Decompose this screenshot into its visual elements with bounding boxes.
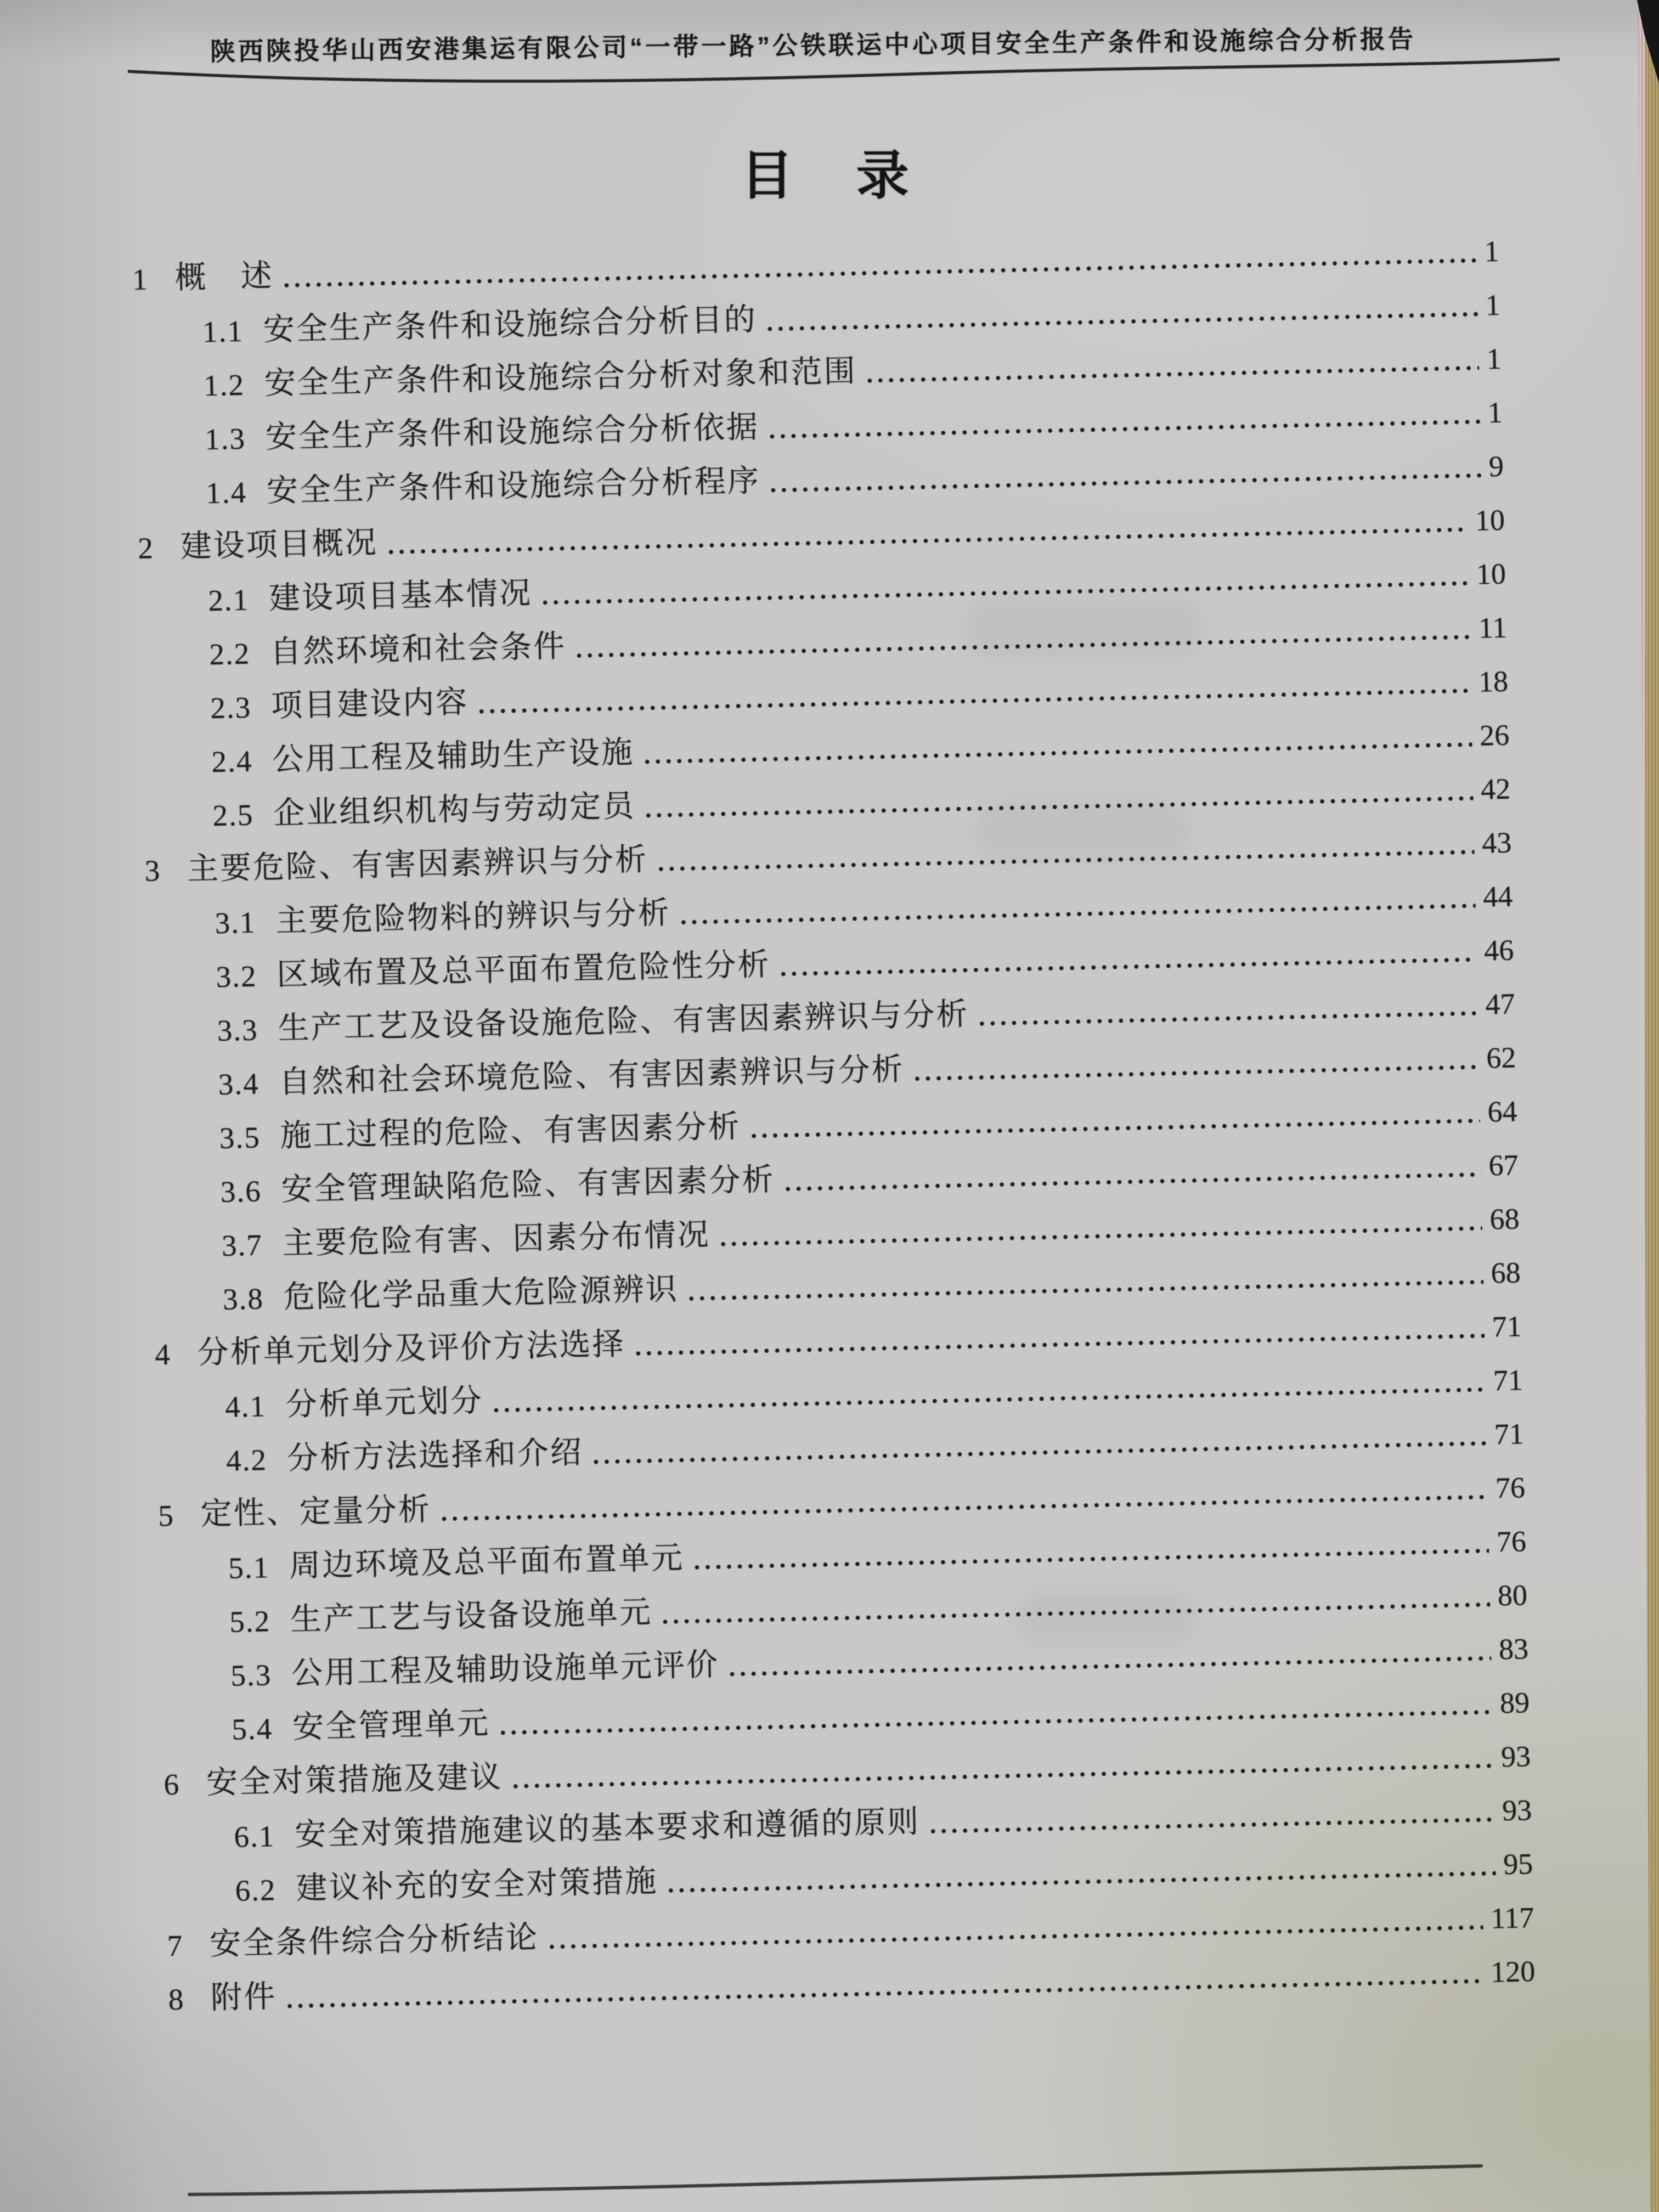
toc-entry-number: 1.1	[202, 314, 244, 349]
toc-page-number: 76	[1495, 1471, 1526, 1505]
toc-entry-number: 1.3	[204, 421, 246, 456]
toc-entry-title: 安全生产条件和设施综合分析依据	[265, 410, 760, 455]
toc-page-number: 11	[1478, 611, 1508, 645]
toc-page-number: 64	[1487, 1094, 1518, 1128]
toc-entry-number: 4.1	[224, 1389, 267, 1424]
toc-entry-number: 6.1	[233, 1819, 276, 1854]
toc-entry-title: 安全对策措施及建议	[206, 1759, 503, 1801]
toc-entry-title: 危险化学品重大危险源辨识	[283, 1272, 679, 1315]
toc-entry-number: 3.4	[218, 1066, 260, 1102]
toc-entry-number: 1	[132, 262, 149, 296]
toc-leader-dots	[867, 365, 1479, 383]
toc-entry-title: 安全管理缺陷危险、有害因素分析	[281, 1162, 776, 1207]
page-title: 目 录	[741, 146, 933, 205]
toc-entry-title: 项目建设内容	[270, 685, 469, 724]
toc-entry-title: 主要危险物料的辨识与分析	[275, 895, 671, 939]
toc-entry-number: 6	[163, 1767, 180, 1802]
bleed-through-smudge	[966, 598, 1201, 658]
toc-page-number: 76	[1496, 1525, 1527, 1559]
toc-entry-number: 5.4	[231, 1712, 273, 1746]
toc-leader-dots	[681, 903, 1476, 925]
toc-entry-title: 安全管理单元	[292, 1706, 490, 1745]
toc-page-number: 120	[1490, 1955, 1536, 1989]
toc-page-number: 83	[1498, 1632, 1529, 1666]
toc-entry-number: 1.2	[203, 368, 245, 403]
toc-entry-number: 4.2	[225, 1443, 268, 1477]
toc-entry-title: 施工过程的危险、有害因素分析	[279, 1109, 742, 1154]
toc-leader-dots	[930, 1817, 1494, 1835]
toc-page-number: 117	[1490, 1901, 1534, 1935]
toc-entry-title: 企业组织机构与劳动定员	[273, 789, 636, 831]
toc-entry-title: 安全条件综合分析结论	[209, 1920, 539, 1962]
toc-list	[132, 221, 1536, 2023]
running-header: 陕西陕投华山西安港集运有限公司“一带一路”公铁联运中心项目安全生产条件和设施综合分析报告	[210, 24, 1417, 66]
page-bottom-edge-line	[165, 2149, 1514, 2210]
toc-entry-title: 安全对策措施建议的基本要求和遵循的原则	[294, 1804, 921, 1853]
toc-page-number: 44	[1482, 879, 1513, 913]
toc-entry-title: 周边环境及总平面布置单元	[289, 1541, 685, 1584]
toc-entry-number: 3.8	[222, 1282, 264, 1316]
toc-page-number: 9	[1488, 449, 1504, 483]
toc-leader-dots	[769, 419, 1480, 439]
toc-entry-number: 3.7	[221, 1228, 263, 1262]
toc-page-number: 89	[1499, 1686, 1530, 1720]
toc-page-number: 80	[1497, 1578, 1528, 1612]
toc-entry-title: 分析单元划分及评价方法选择	[196, 1327, 626, 1370]
toc-entry-title: 定性、定量分析	[200, 1492, 432, 1532]
toc-entry-number: 3.5	[219, 1120, 261, 1155]
toc-leader-dots	[720, 1226, 1482, 1247]
toc-entry-title: 建设项目概况	[180, 525, 379, 565]
toc-page-number: 47	[1485, 987, 1515, 1021]
toc-entry-title: 建设项目基本情况	[268, 575, 533, 616]
toc-entry-title: 生产工艺及设备设施危险、有害因素辨识与分析	[277, 997, 969, 1046]
toc-leader-dots	[751, 1118, 1480, 1139]
bleed-through-smudge	[1015, 1591, 1196, 1646]
bleed-through-smudge	[977, 801, 1190, 861]
toc-entry-title: 区域布置及总平面布置危险性分析	[276, 947, 771, 992]
toc-entry-number: 5.1	[228, 1550, 270, 1585]
toc-page-number: 68	[1489, 1202, 1520, 1236]
toc-entry-number: 5.3	[230, 1658, 272, 1692]
toc-entry-title: 安全生产条件和设施综合分析程序	[266, 464, 761, 509]
toc-leader-dots	[694, 1548, 1489, 1570]
toc-page-number: 10	[1476, 557, 1506, 591]
toc-entry-title: 主要危险有害、因素分布情况	[282, 1217, 711, 1261]
toc-entry-title: 公用工程及辅助设施单元评价	[291, 1647, 720, 1691]
toc-leader-dots	[785, 1172, 1481, 1192]
toc-leader-dots	[689, 1279, 1483, 1301]
toc-entry-number: 2.2	[208, 636, 251, 672]
toc-page-number: 71	[1494, 1417, 1525, 1451]
toc-entry-number: 6.2	[235, 1873, 277, 1908]
toc-entry-title: 自然和社会环境危险、有害因素辨识与分析	[278, 1052, 905, 1100]
toc-page-number: 71	[1493, 1363, 1523, 1397]
toc-entry-title: 分析单元划分	[285, 1384, 484, 1423]
toc-page-number: 71	[1492, 1310, 1522, 1344]
toc-page-number: 62	[1486, 1041, 1517, 1075]
toc-page-number: 67	[1488, 1148, 1519, 1182]
toc-entry-title: 自然环境和社会条件	[269, 629, 567, 670]
toc-entry-title: 分析方法选择和介绍	[286, 1435, 584, 1476]
toc-entry-title: 概 述	[174, 258, 274, 296]
toc-page-number: 46	[1483, 933, 1514, 967]
toc-leader-dots	[781, 957, 1477, 977]
toc-entry-number: 2.4	[211, 744, 253, 779]
toc-entry-number: 4	[154, 1337, 172, 1372]
toc-page-number: 26	[1479, 718, 1510, 752]
toc-leader-dots	[729, 1656, 1491, 1677]
toc-page-number: 93	[1502, 1793, 1532, 1827]
toc-entry-title: 安全生产条件和设施综合分析目的	[263, 302, 758, 348]
toc-page-number: 1	[1487, 396, 1503, 430]
toc-entry-number: 2.3	[210, 690, 252, 725]
toc-page-number: 18	[1478, 664, 1509, 698]
toc-entry-title: 生产工艺与设备设施单元	[290, 1595, 653, 1638]
toc-entry-title: 主要危险、有害因素辨识与分析	[187, 842, 648, 887]
toc-entry-number: 3.6	[220, 1174, 262, 1209]
toc-leader-dots	[668, 1871, 1496, 1894]
toc-leader-dots	[767, 312, 1478, 332]
toc-entry-number: 3.2	[216, 959, 258, 994]
toc-page-number: 10	[1475, 503, 1505, 537]
toc-entry-number: 7	[167, 1928, 184, 1963]
toc-entry-title: 公用工程及辅助生产设施	[272, 735, 635, 777]
toc-entry-number: 8	[168, 1982, 185, 2017]
toc-entry-number: 2.5	[212, 798, 255, 833]
toc-page-number: 42	[1480, 772, 1511, 806]
toc-page-number: 95	[1503, 1847, 1533, 1881]
toc-page-number: 1	[1483, 234, 1500, 268]
toc-page-number: 43	[1481, 826, 1512, 860]
toc-entry-number: 3.3	[217, 1013, 259, 1048]
toc-page-number: 1	[1486, 342, 1502, 376]
toc-leader-dots	[979, 1011, 1478, 1026]
toc-entry-number: 3	[144, 854, 161, 888]
toc-entry-number: 1.4	[205, 475, 247, 510]
toc-entry-title: 安全生产条件和设施综合分析对象和范围	[264, 354, 857, 401]
toc-entry-number: 2	[137, 531, 155, 565]
toc-leader-dots	[287, 1978, 1483, 2009]
toc-entry-number: 5.2	[229, 1604, 271, 1639]
toc-leader-dots	[915, 1064, 1479, 1082]
toc-entry-number: 2.1	[207, 583, 250, 618]
toc-entry-number: 3.1	[215, 905, 257, 940]
header-underline	[123, 55, 1566, 93]
toc-page-number: 68	[1490, 1256, 1521, 1290]
toc-leader-dots	[770, 473, 1481, 493]
toc-entry-title: 附件	[210, 1979, 277, 2016]
toc-leader-dots	[644, 742, 1472, 765]
toc-entry-title: 建议补充的安全对策措施	[295, 1864, 658, 1906]
toc-page-number: 1	[1485, 288, 1501, 322]
toc-entry-number: 5	[157, 1498, 175, 1533]
toc-page-number: 93	[1500, 1740, 1531, 1774]
